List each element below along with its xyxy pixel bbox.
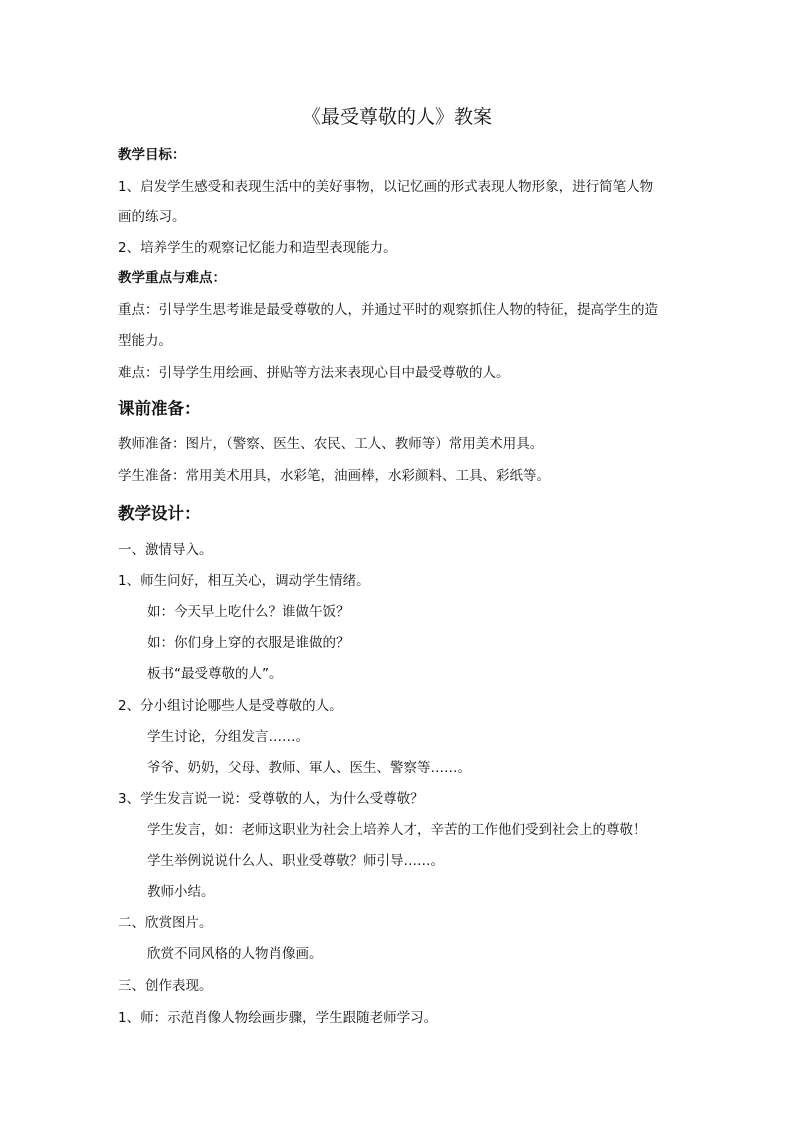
objective-1-line-1: 1、启发学生感受和表现生活中的美好事物，以记忆画的形式表现人物形象，进行简笔人物 <box>118 179 654 195</box>
teacher-preparation: 教师准备：图片，（警察、医生、农民、工人、教师等）常用美术用具。 <box>118 436 544 452</box>
focus-line-2: 型能力。 <box>118 333 172 349</box>
focus-line-1: 重点：引导学生思考谁是最受尊敬的人，并通过平时的观察抓住人物的特征，提高学生的造 <box>118 302 658 318</box>
design-step-3-examples: 学生举例说说什么人、职业受尊敬？师引导……。 <box>147 853 444 869</box>
design-part-3: 三、创作表现。 <box>118 978 213 994</box>
design-heading: 教学设计： <box>118 504 201 523</box>
key-points-heading: 教学重点与难点： <box>118 270 226 286</box>
document-title: 《最受尊敬的人》教案 <box>301 106 492 128</box>
design-step-2-examples: 爷爷、奶奶，父母、教师、軍人、医生、警察等……。 <box>147 760 471 776</box>
design-step-2: 2、分小组讨论哪些人是受尊敬的人。 <box>118 698 343 714</box>
design-step-3-summary: 教师小结。 <box>147 884 215 900</box>
design-step-3: 3、学生发言说一说：受尊敬的人，为什么受尊敬？ <box>118 791 424 807</box>
student-preparation: 学生准备：常用美术用具，水彩笔，油画棒，水彩颜料、工具、彩纸等。 <box>118 468 550 484</box>
design-part-2: 二、欣赏图片。 <box>118 915 213 931</box>
preparation-heading: 课前准备： <box>118 399 201 418</box>
design-step-1-example-a: 如：今天早上吃什么？谁做午饭？ <box>147 604 350 620</box>
design-step-1-example-b: 如：你们身上穿的衣服是谁做的？ <box>147 635 350 651</box>
design-step-1: 1、师生问好，相互关心，调动学生情绪。 <box>118 573 370 589</box>
difficulty-text: 难点：引导学生用绘画、拼贴等方法来表现心目中最受尊敬的人。 <box>118 365 510 381</box>
design-step-3-answer: 学生发言，如：老师这职业为社会上培养人才，辛苦的工作他们受到社会上的尊敬！ <box>147 822 647 838</box>
design-step-4: 1、师：示范肖像人物绘画步骤，学生跟随老师学习。 <box>118 1010 438 1026</box>
design-part-2-appreciation: 欣赏不同风格的人物肖像画。 <box>147 946 323 962</box>
design-part-1: 一、激情导入。 <box>118 542 213 558</box>
objectives-heading: 教学目标： <box>118 147 186 163</box>
objective-2: 2、培养学生的观察记忆能力和造型表现能力。 <box>118 240 397 256</box>
design-step-2-discussion: 学生讨论，分组发言……。 <box>147 729 309 745</box>
design-step-1-board-note: 板书“最受尊敬的人”。 <box>147 666 283 682</box>
objective-1-line-2: 画的练习。 <box>118 209 186 225</box>
